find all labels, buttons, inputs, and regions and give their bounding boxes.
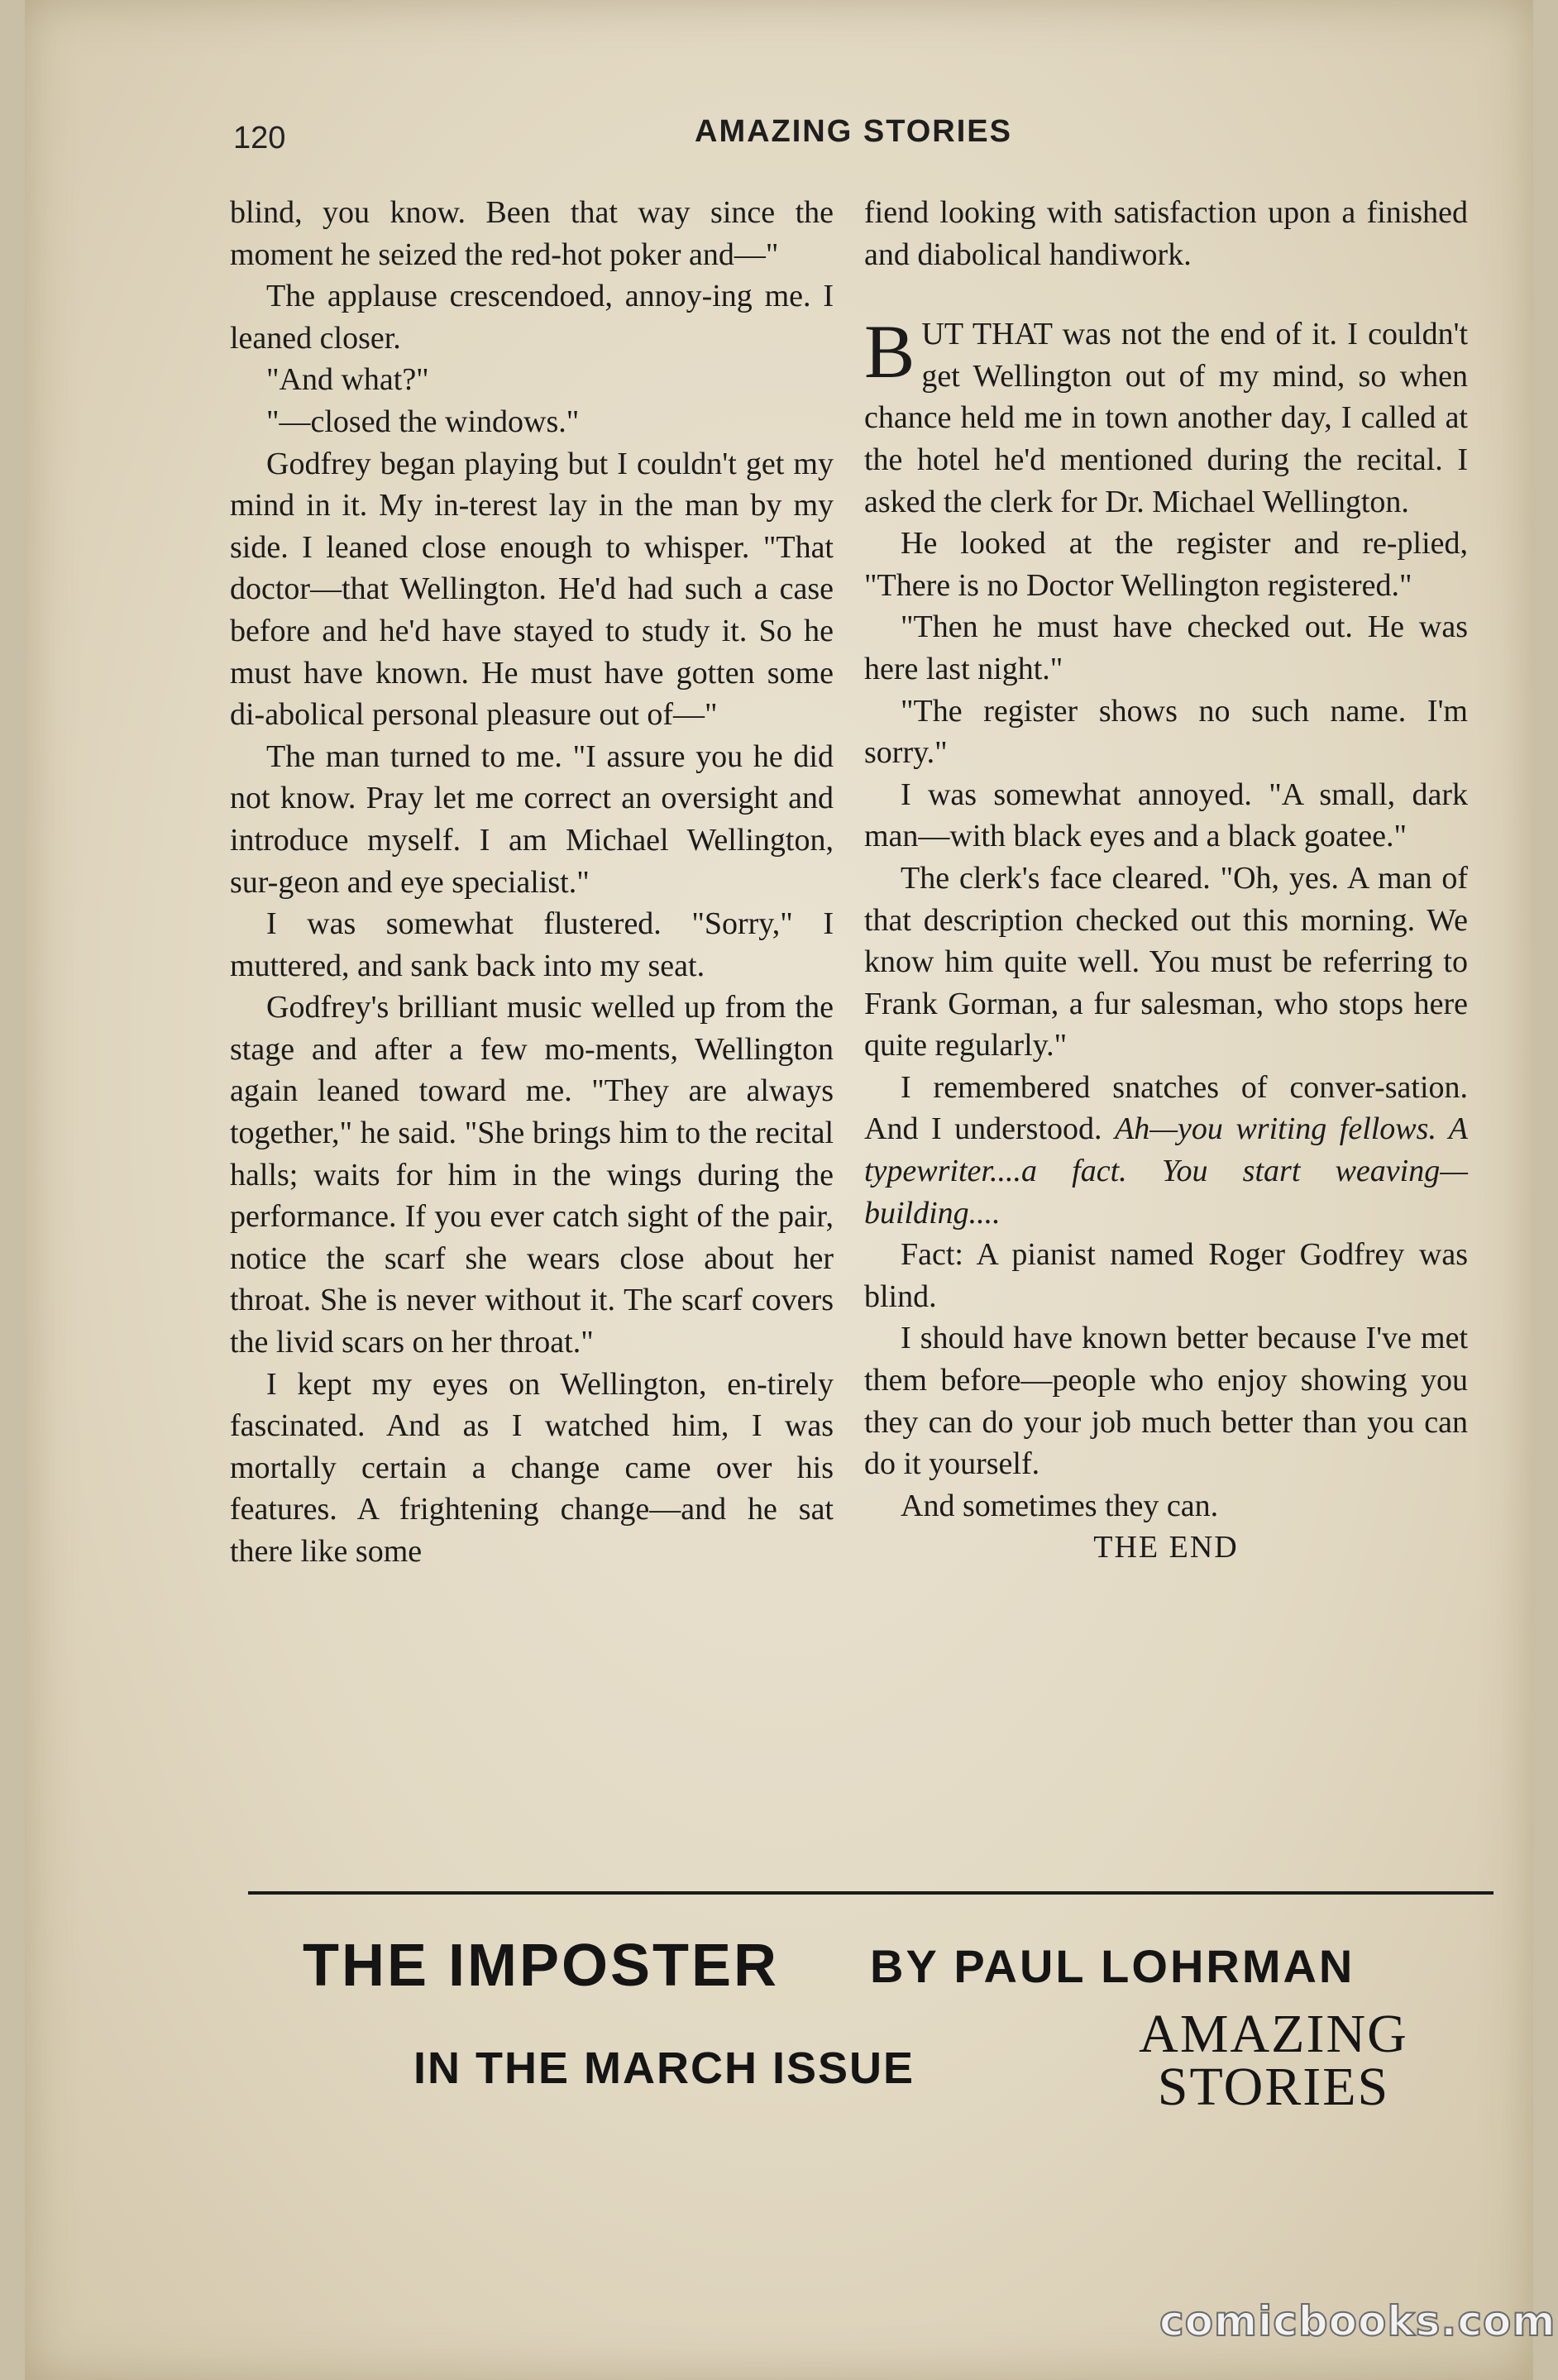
paragraph [864, 1067, 1468, 1234]
amazing-stories-logo [1116, 2004, 1431, 2117]
paragraph: blind, you know. Been that way since the moment he seized the red-hot poker and—" [230, 195, 834, 272]
paragraph: And sometimes they can. [901, 1488, 1219, 1523]
paragraph: "And what?" [266, 362, 429, 398]
paragraph: "—closed the windows." [266, 404, 580, 439]
ad-issue-line: IN THE MARCH ISSUE [413, 2043, 915, 2093]
ad-story-author: BY PAUL LOHRMAN [870, 1940, 1355, 1992]
paragraph: The man turned to me. "I assure you he did not know. Pray let me correct an oversight and introduce myself. I am Michael Wellington, sur-geon and eye specialist." [230, 738, 834, 900]
paragraph: I was somewhat flustered. "Sorry," I muttered, and sank back into my seat. [230, 906, 834, 983]
page-header [25, 114, 1533, 164]
horizontal-rule [248, 1891, 1493, 1895]
paragraph: "Then he must have checked out. He was here last night." [864, 609, 1468, 686]
magazine-page [25, 0, 1556, 2380]
ad-story-title: THE IMPOSTER [303, 1933, 780, 1999]
paragraph: He looked at the register and re-plied, "There is no Doctor Wellington registered." [864, 526, 1468, 603]
drop-cap: B [864, 309, 915, 394]
paragraph: Fact: A pianist named Roger Godfrey was blind. [864, 1237, 1468, 1314]
paragraph: The applause crescendoed, annoy-ing me. I leaned closer. [230, 279, 834, 356]
logo-line: AMAZING [1139, 2004, 1408, 2064]
paragraph: I kept my eyes on Wellington, en-tirely fascinated. And as I watched him, I was mortally certain a change came over his features. A frightening change—and he sat there like some [230, 1366, 834, 1569]
paragraph: "The register shows no such name. I'm sorry." [864, 693, 1468, 771]
running-title: AMAZING STORIES [695, 114, 1012, 149]
left-column [230, 192, 834, 1573]
right-column [864, 192, 1468, 1569]
paragraph: Godfrey's brilliant music welled up from the stage and after a few mo-ments, Wellington again leaned toward me. "They are always together," he said. "She brings him to the recital halls; waits for him in the wings during the performance. If you ever catch sight of the pair, notice the scarf she wears close about her throat. She is never without it. The scarf covers the livid scars on her throat." [230, 990, 834, 1360]
the-end-marker: THE END [1093, 1530, 1239, 1565]
italic-thought: Ah—you writing fellows. A typewriter....a fact. You start weaving—building.... [864, 1111, 1468, 1231]
paragraph-text: I remembered snatches of conver-sation. And I understood. [864, 1069, 1468, 1147]
page-number: 120 [233, 121, 286, 155]
paragraph: fiend looking with satisfaction upon a finished and diabolical handiwork. [864, 195, 1468, 272]
paragraph-text: UT THAT was not the end of it. I couldn't get Wellington out of my mind, so when chance held me in town another day, I called at the hotel he'd mentioned during the recital. I asked the clerk for Dr. Michael Wellington. [864, 317, 1468, 519]
paragraph: I was somewhat annoyed. "A small, dark man—with black eyes and a black goatee." [864, 777, 1468, 854]
paragraph: I should have known better because I've met them before—people who enjoy showing you they can do your job much better than you can do it yourself. [864, 1321, 1468, 1482]
section-opening-paragraph [864, 309, 1468, 523]
site-watermark: comicbooks.com [1159, 2297, 1556, 2345]
paragraph: The clerk's face cleared. "Oh, yes. A man of that description checked out this morning. We know him quite well. You must be referring to Frank Gorman, a fur salesman, who stops here quite regularly." [864, 860, 1468, 1063]
paragraph: Godfrey began playing but I couldn't get my mind in it. My in-terest lay in the man by my side. I leaned close enough to whisper. "That doctor—that Wellington. He'd had such a case before and he'd have stayed to study it. So he must have known. He must have gotten some di-abolical personal pleasure out of—" [230, 446, 834, 733]
logo-line: STORIES [1157, 2057, 1390, 2117]
